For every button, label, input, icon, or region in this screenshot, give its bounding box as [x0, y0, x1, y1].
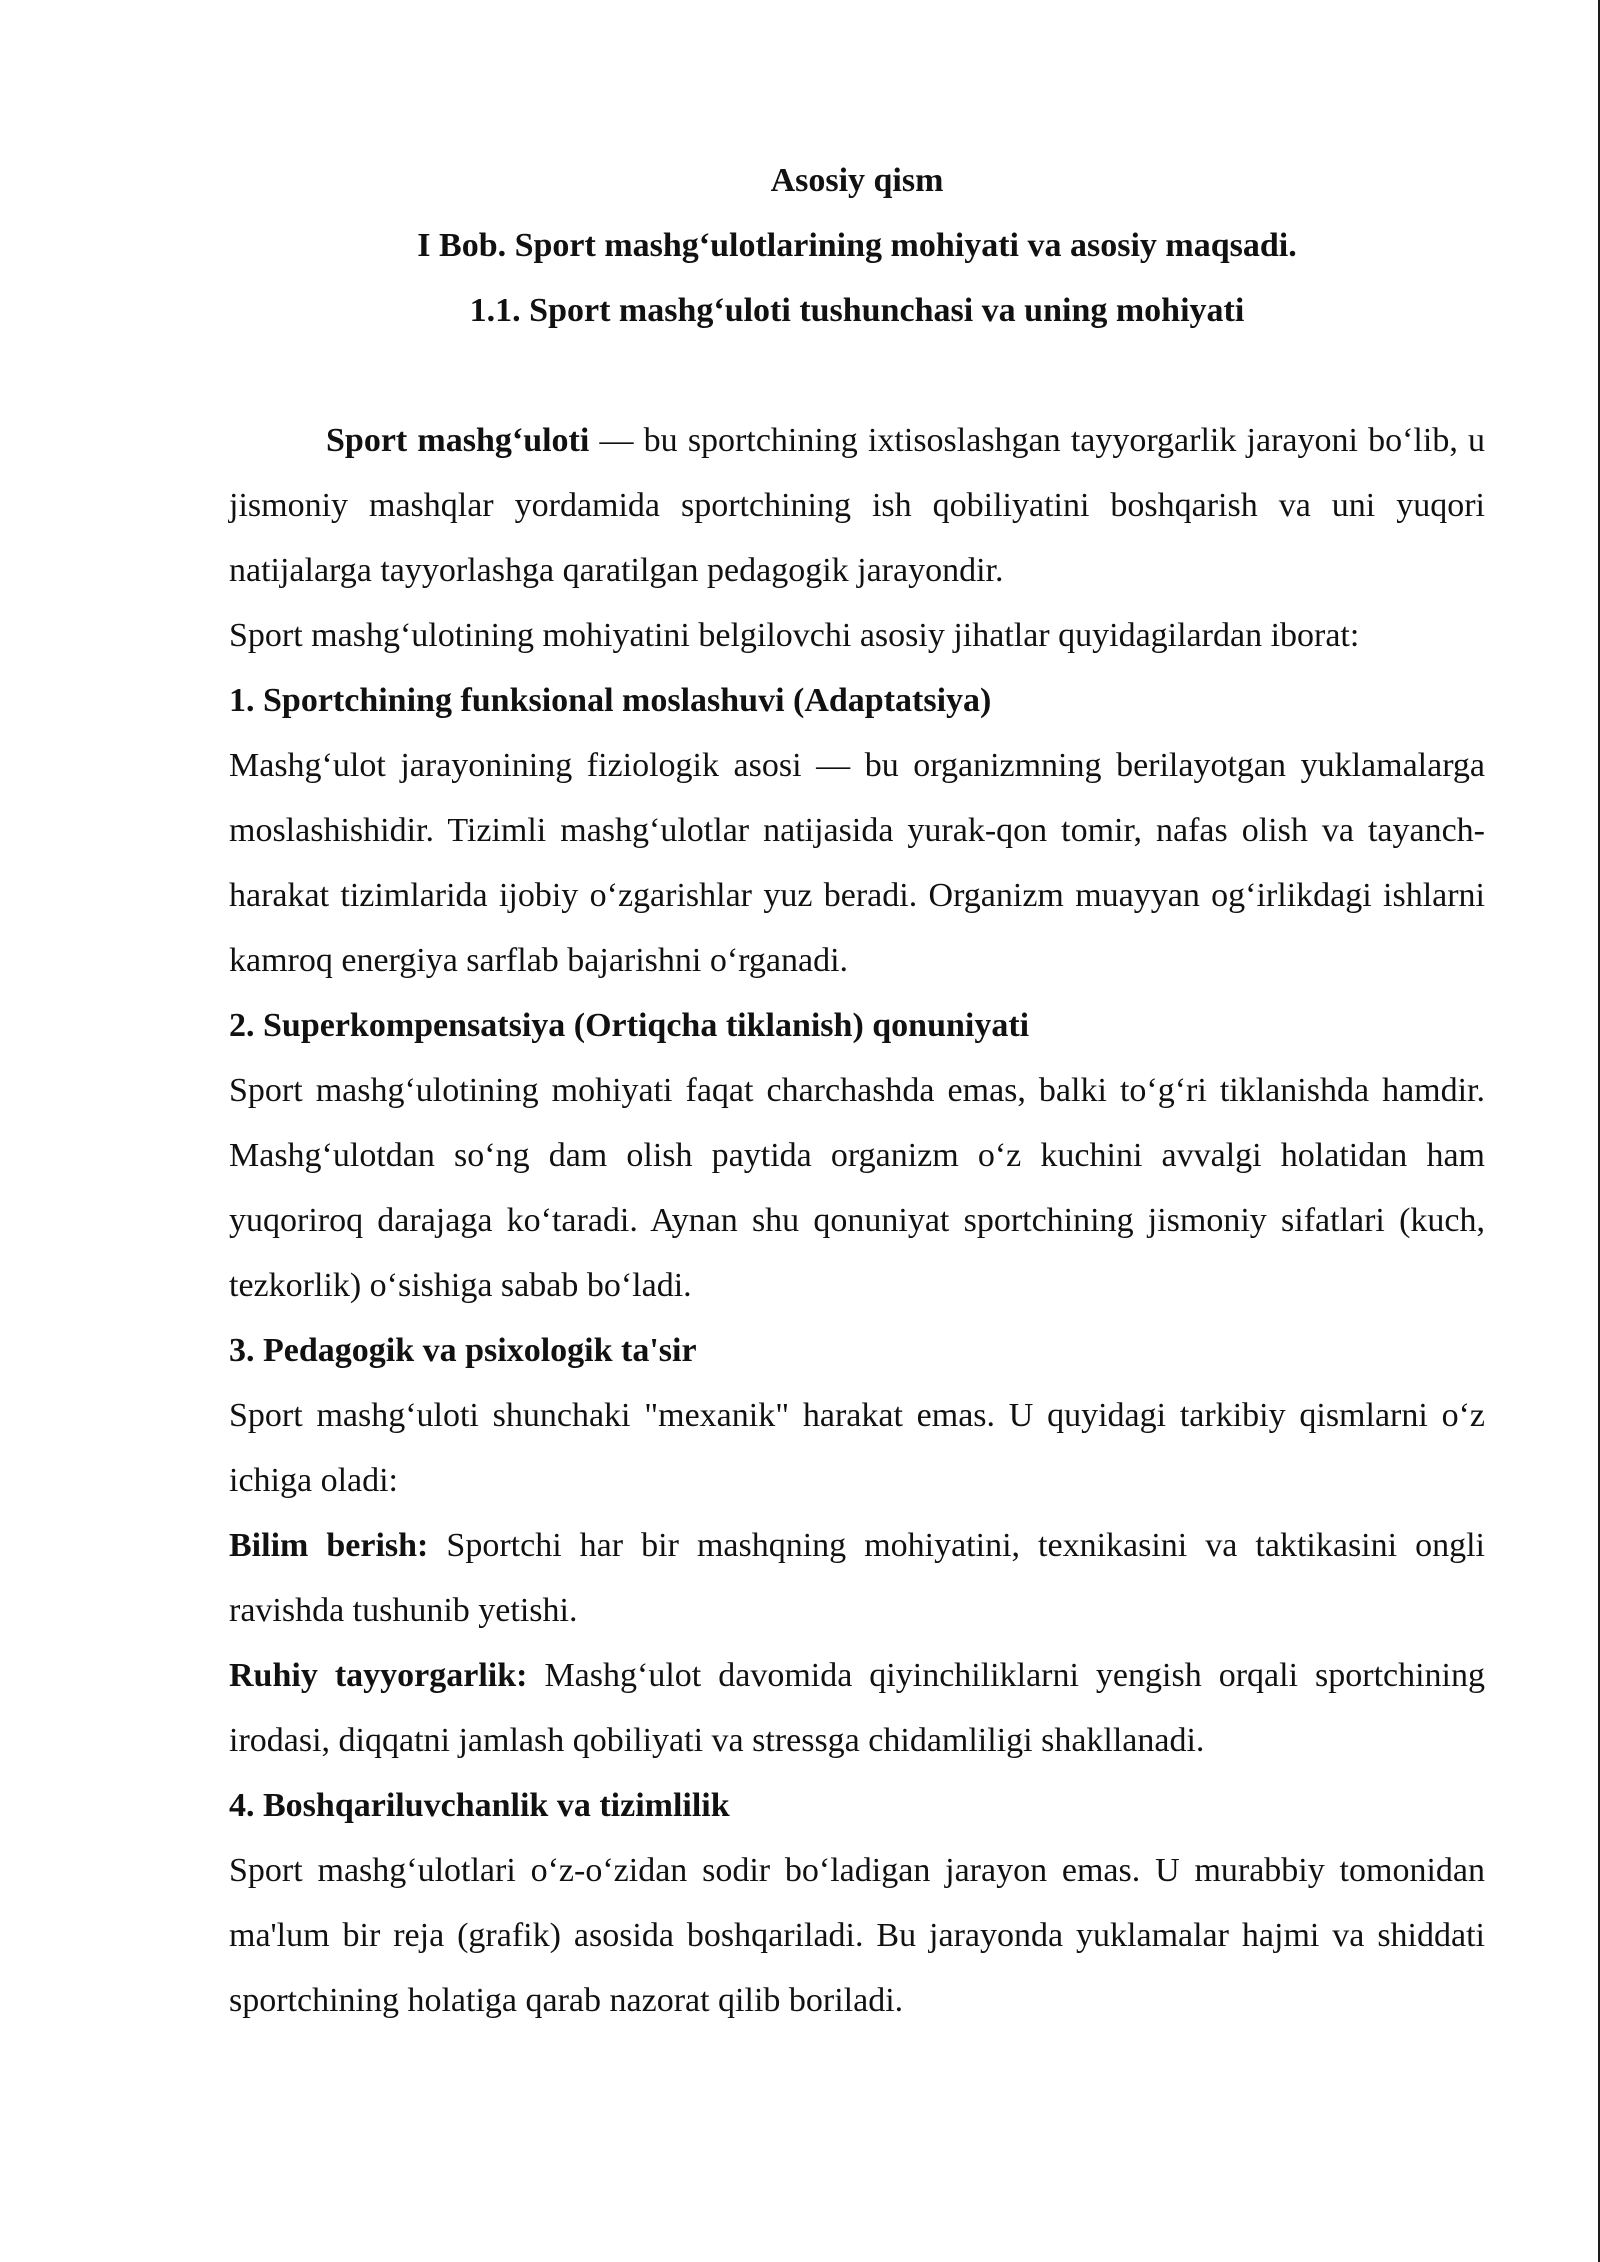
- item-mental-text: Mashg‘ulot davomida qiyinchiliklarni yengish orqali sportchining irodasi, diqqatni jamlash qobiliyati va stressga chidamliligi shakllanadi.: [229, 1657, 1485, 1759]
- section-2-title: 2. Superkompensatsiya (Ortiqcha tiklanish) qonuniyati: [229, 1007, 1030, 1044]
- section-3-item-mental: [229, 1643, 1485, 1773]
- item-knowledge-label: Bilim berish:: [229, 1527, 429, 1564]
- chapter-heading: I Bob. Sport mashg‘ulotlarining mohiyati va asosiy maqsadi.: [417, 227, 1297, 264]
- heading-spacer: [229, 343, 1485, 408]
- part-heading: Asosiy qism: [770, 162, 944, 199]
- section-2-text: Sport mashg‘ulotining mohiyati faqat charchashda emas, balki to‘g‘ri tiklanishda hamdir. Mashg‘ulotdan so‘ng dam olish paytida organizm o‘z kuchini avvalgi holatidan ham yuqoriroq darajaga ko‘taradi. Aynan shu qonuniyat sportchining jismoniy sifatlari (kuch, tezkorlik) o‘sishiga sabab bo‘ladi.: [229, 1072, 1485, 1304]
- document-body: [229, 148, 1485, 2033]
- section-3-item-knowledge: [229, 1513, 1485, 1643]
- item-mental-label: Ruhiy tayyorgarlik:: [229, 1657, 528, 1694]
- intro-term: Sport mashg‘uloti: [326, 422, 590, 459]
- intro-paragraph: [229, 408, 1485, 603]
- section-1-title: 1. Sportchining funksional moslashuvi (Adaptatsiya): [229, 682, 992, 719]
- section-3-title: 3. Pedagogik va psixologik ta'sir: [229, 1332, 697, 1369]
- item-knowledge-text: Sportchi har bir mashqning mohiyatini, texnikasini va taktikasini ongli ravishda tushunib yetishi.: [229, 1527, 1486, 1629]
- intro-lead: Sport mashg‘ulotining mohiyatini belgilovchi asosiy jihatlar quyidagilardan iborat:: [229, 617, 1360, 654]
- section-1-text: Mashg‘ulot jarayonining fiziologik asosi — bu organizmning berilayotgan yuklamalarga moslashishidir. Tizimli mashg‘ulotlar natijasida yurak-qon tomir, nafas olish va tayanch-harakat tizimlarida ijobiy o‘zgarishlar yuz beradi. Organizm muayyan og‘irlikdagi ishlarni kamroq energiya sarflab bajarishni o‘rganadi.: [229, 747, 1485, 979]
- section-3-text: Sport mashg‘uloti shunchaki "mexanik" harakat emas. U quyidagi tarkibiy qismlarni o‘z ichiga oladi:: [229, 1397, 1485, 1499]
- section-4-title: 4. Boshqariluvchanlik va tizimlilik: [229, 1787, 730, 1824]
- section-heading: 1.1. Sport mashg‘uloti tushunchasi va uning mohiyati: [469, 292, 1245, 329]
- intro-definition: — bu sportchining ixtisoslashgan tayyorgarlik jarayoni bo‘lib, u jismoniy mashqlar yordamida sportchining ish qobiliyatini boshqarish va uni yuqori natijalarga tayyorlashga qaratilgan pedagogik jarayondir.: [229, 422, 1485, 589]
- section-4-text: Sport mashg‘ulotlari o‘z-o‘zidan sodir bo‘ladigan jarayon emas. U murabbiy tomonidan ma'lum bir reja (grafik) asosida boshqariladi. Bu jarayonda yuklamalar hajmi va shiddati sportchining holatiga qarab nazorat qilib boriladi.: [229, 1852, 1485, 2019]
